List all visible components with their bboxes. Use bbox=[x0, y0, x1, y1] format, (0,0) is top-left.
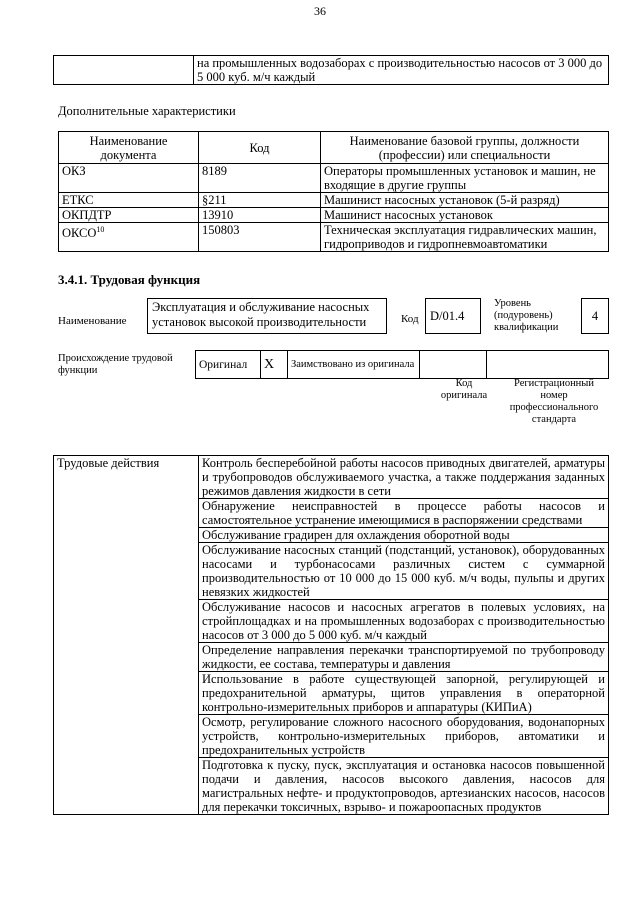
labor-label: Трудовые действия bbox=[54, 456, 199, 815]
characteristics-table bbox=[58, 131, 609, 252]
cell-name: Машинист насосных установок (5-й разряд) bbox=[321, 193, 609, 208]
table-row bbox=[59, 208, 609, 223]
code-original-cell bbox=[420, 351, 487, 379]
cell-doc: ЕТКС bbox=[59, 193, 199, 208]
labor-actions-table bbox=[53, 455, 609, 815]
page-number: 36 bbox=[314, 4, 326, 18]
labor-item: Подготовка к пуску, пуск, эксплуатация и остановка насосов повышенной подачи и давления, насосов высокого давления, насосов для магистральных нефте- и продуктопроводов, артезианских насосов, насосов для перекачки токсичных, взрыво- и пожароопасных продуктов bbox=[199, 758, 609, 815]
cell-code: 8189 bbox=[199, 164, 321, 193]
cell-doc: ОКЗ bbox=[59, 164, 199, 193]
original-label: Оригинал bbox=[196, 351, 261, 379]
labor-item: Обслуживание насосов и насосных агрегатов в полевых условиях, на стройплощадках и на промышленных водозаборах с производительностью насосов от 3 000 до 5 000 куб. м/ч каждый bbox=[199, 600, 609, 643]
header-code: Код bbox=[199, 132, 321, 164]
name-label: Наименование bbox=[58, 315, 127, 327]
continuation-table bbox=[53, 55, 609, 85]
cell-doc: ОКПДТР bbox=[59, 208, 199, 223]
table-row bbox=[59, 193, 609, 208]
labor-item: Контроль бесперебойной работы насосов приводных двигателей, арматуры и трубопроводов обслуживаемого участка, а также поддержания заданных режимов давления жидкости в сети bbox=[199, 456, 609, 499]
original-mark: X bbox=[261, 351, 288, 379]
header-document: Наименование документа bbox=[59, 132, 199, 164]
reg-number-cell bbox=[487, 351, 609, 379]
cell-doc bbox=[59, 223, 199, 252]
origin-table bbox=[195, 350, 609, 379]
cell-name: Операторы промышленных установок и машин, не входящие в другие группы bbox=[321, 164, 609, 193]
cell-code: §211 bbox=[199, 193, 321, 208]
table-row bbox=[59, 164, 609, 193]
cell-code: 13910 bbox=[199, 208, 321, 223]
table-row bbox=[54, 456, 609, 499]
reg-number-caption: Регистрационный номер профессионального стандарта bbox=[509, 378, 599, 425]
okso-label: ОКСО bbox=[62, 226, 97, 241]
origin-label: Происхождение трудовой функции bbox=[58, 353, 173, 376]
function-name: Эксплуатация и обслуживание насосных установок высокой производительности bbox=[147, 298, 387, 334]
footnote-mark: 10 bbox=[96, 225, 105, 234]
cell-code: 150803 bbox=[199, 223, 321, 252]
level-value: 4 bbox=[581, 298, 609, 334]
continuation-cell: на промышленных водозаборах с производительностью насосов от 3 000 до 5 000 куб. м/ч каждый bbox=[194, 56, 609, 85]
labor-item: Определение направления перекачки транспортируемой по трубопроводу жидкости, ее состава, температуры и давления bbox=[199, 643, 609, 672]
labor-item: Осмотр, регулирование сложного насосного оборудования, водонапорных устройств, контрольно-измерительных приборов, автоматики и предохранительных устройств bbox=[199, 715, 609, 758]
level-label: Уровень (подуровень) квалификации bbox=[494, 298, 559, 333]
labor-item: Обслуживание градирен для охлаждения оборотной воды bbox=[199, 528, 609, 543]
cell-name: Машинист насосных установок bbox=[321, 208, 609, 223]
borrowed-label: Заимствовано из оригинала bbox=[288, 351, 420, 379]
code-label: Код bbox=[401, 313, 419, 325]
cell-name: Техническая эксплуатация гидравлических машин, гидроприводов и гидропневмоавтоматики bbox=[321, 223, 609, 252]
additional-title: Дополнительные характеристики bbox=[58, 104, 236, 118]
header-group: Наименование базовой группы, должности (профессии) или специальности bbox=[321, 132, 609, 164]
labor-item: Использование в работе существующей запорной, регулирующей и предохранительной арматуры, щитов управления в операторной контрольно-измерительных приборов и аппаратуры (КИПиА) bbox=[199, 672, 609, 715]
labor-item: Обслуживание насосных станций (подстанций, установок), оборудованных насосами и турбонасосами различных систем с суммарной производительностью от 10 000 до 15 000 куб. м/ч воды, пульпы и других невязких жидкостей bbox=[199, 543, 609, 600]
labor-item: Обнаружение неисправностей в процессе работы насосов и самостоятельное устранение имеющимися в распоряжении средствами bbox=[199, 499, 609, 528]
code-original-caption: Код оригинала bbox=[440, 378, 488, 401]
section-title: 3.4.1. Трудовая функция bbox=[58, 272, 201, 287]
function-code: D/01.4 bbox=[425, 298, 481, 334]
empty-cell bbox=[54, 56, 194, 85]
table-row bbox=[59, 223, 609, 252]
